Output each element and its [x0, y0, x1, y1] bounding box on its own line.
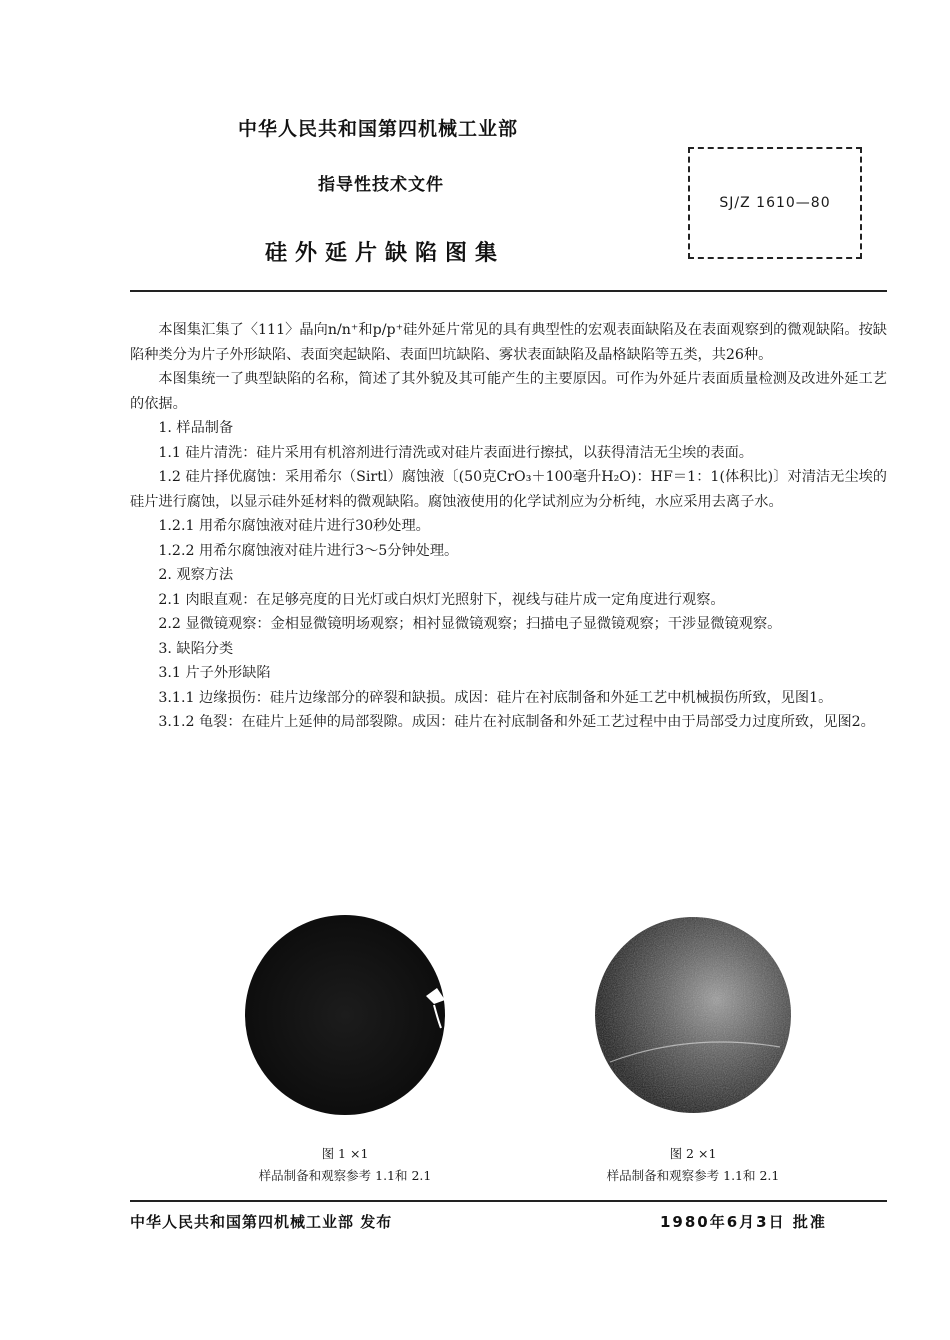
- paragraph: 1.2.1 用希尔腐蚀液对硅片进行30秒处理。: [158, 518, 430, 534]
- paragraph: 3.1.2 龟裂：在硅片上延伸的局部裂隙。成因：硅片在衬底制备和外延工艺过程中由于局部受力过度所致，见图2。: [158, 714, 875, 730]
- paragraph: 2.1 肉眼直观：在足够亮度的日光灯或白炽灯光照射下，视线与硅片成一定角度进行观察。: [158, 591, 725, 608]
- figure-1-wafer-image: [240, 910, 450, 1120]
- footer-approval-date: 1980年6月3日 批准: [660, 1213, 827, 1231]
- paragraph: 本图集汇集了〈111〉晶向n/n⁺和p/p⁺硅外延片常见的具有典型性的宏观表面缺陷及在表面观察到的微观缺陷。按缺陷种类分为片子外形缺陷、表面突起缺陷、表面凹坑缺陷、雾状表面缺陷及晶格缺陷等五类，共26种。: [130, 322, 887, 363]
- figure-2-wafer-image: [590, 912, 796, 1118]
- footer-issuer: 中华人民共和国第四机械工业部 发布: [130, 1213, 393, 1231]
- paragraph: 3.1.1 边缘损伤：硅片边缘部分的碎裂和缺损。成因：硅片在衬底制备和外延工艺中机械损伤所致，见图1。: [158, 689, 833, 706]
- paragraph: 本图集统一了典型缺陷的名称，简述了其外貌及其可能产生的主要原因。可作为外延片表面质量检测及改进外延工艺的依据。: [130, 371, 887, 412]
- top-divider: [130, 290, 887, 292]
- doc-type-heading: 指导性技术文件: [318, 175, 444, 195]
- section-heading: 1. 样品制备: [158, 420, 234, 436]
- standard-code-box: [688, 147, 862, 259]
- paragraph: 1.2.2 用希尔腐蚀液对硅片进行3～5分钟处理。: [158, 542, 459, 559]
- section-heading: 2. 观察方法: [158, 567, 234, 583]
- standard-code: SJ/Z 1610—80: [719, 195, 831, 211]
- issuer-heading: 中华人民共和国第四机械工业部: [238, 118, 519, 140]
- document-title: 硅外延片缺陷图集: [265, 241, 506, 266]
- figure-1-note: 样品制备和观察参考 1.1和 2.1: [258, 1168, 432, 1183]
- figure-2-caption: [573, 1143, 813, 1187]
- figure-1-caption: [225, 1143, 465, 1187]
- figure-2-label: 图 2 ×1: [669, 1146, 717, 1161]
- figure-1-label: 图 1 ×1: [321, 1146, 369, 1161]
- paragraph: 1.1 硅片清洗：硅片采用有机溶剂进行清洗或对硅片表面进行擦拭，以获得清洁无尘埃的表面。: [158, 444, 753, 461]
- section-heading: 3.1 片子外形缺陷: [158, 665, 271, 681]
- bottom-divider: [130, 1200, 887, 1202]
- figure-2-note: 样品制备和观察参考 1.1和 2.1: [606, 1168, 780, 1183]
- section-heading: 3. 缺陷分类: [158, 640, 234, 657]
- paragraph: 2.2 显微镜观察：金相显微镜明场观察；相衬显微镜观察；扫描电子显微镜观察；干涉显微镜观察。: [158, 616, 782, 632]
- body-text: [130, 318, 887, 735]
- paragraph: 1.2 硅片择优腐蚀：采用希尔（Sirtl）腐蚀液〔(50克CrO₃＋100毫升H₂O)：HF＝1：1(体积比)〕对清洁无尘埃的硅片进行腐蚀，以显示硅外延材料的微观缺陷。腐蚀液使用的化学试剂应为分析纯，水应采用去离子水。: [130, 469, 887, 510]
